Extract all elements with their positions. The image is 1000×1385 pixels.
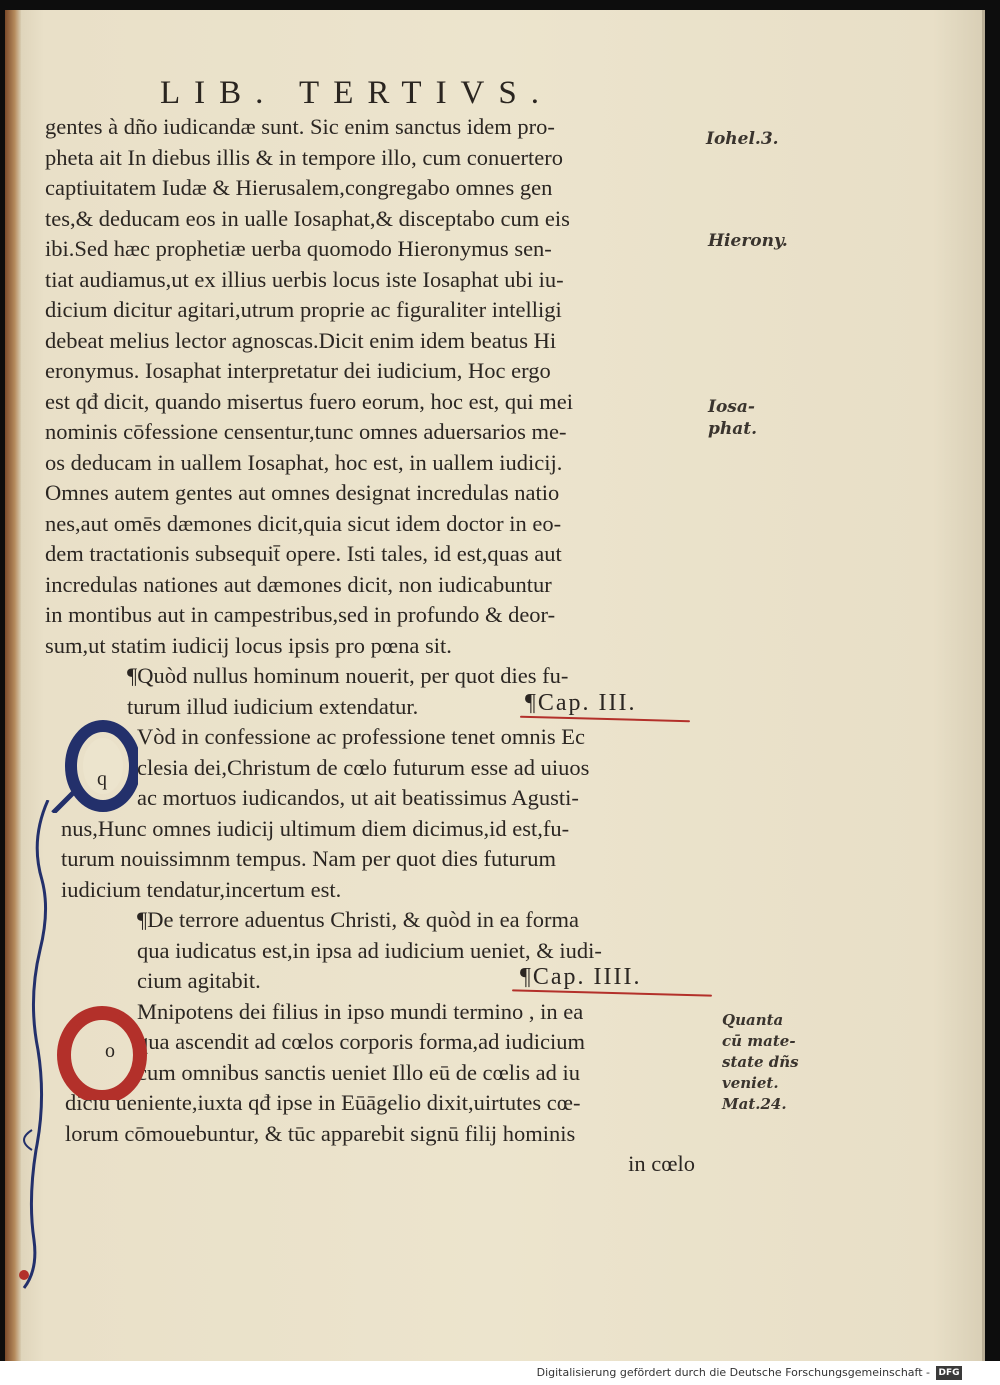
chapter-4-label: ¶Cap. IIII. [520,964,642,990]
margin-note-iosaphat [708,396,757,440]
margin-note-quanta-line: cū mate- [722,1032,796,1050]
text-line: pheta ait In diebus illis & in tempore illo, cum conuertero [45,144,563,170]
text-line: cum omnibus sanctis ueniet Illo eū de cœlis ad iu [137,1059,581,1085]
margin-note-jobel: Iohel.3. [706,129,779,149]
text-line: lorum cōmouebuntur, & tūc apparebit signū filij hominis [65,1120,576,1146]
text-line: diciū ueniente,iuxta qđ ipse in Eūāgelio dixit,uirtutes cœ- [65,1090,581,1115]
margin-note-quanta-line: state dñs [722,1053,799,1071]
text-line: eronymus. Iosaphat interpretatur dei iudicium, Hoc ergo [45,358,551,383]
text-line: debeat melius lector agnoscas.Dicit enim idem beatus Hi [45,327,557,353]
chapter-heading-line: ¶De terrore aduentus Christi, & quòd in ea forma [137,907,579,932]
text-line: gentes à dño iudicandæ sunt. Sic enim sanctus idem pro- [45,114,555,139]
margin-note-quanta-line: Quanta [722,1011,784,1029]
chapter-heading-line: turum illud iudicium extendatur. [127,693,419,719]
blue-initial-q-icon [48,718,138,813]
text-line: clesia dei,Christum de cœlo futurum esse ad uiuos [137,754,590,780]
text-line: qua ascendit ad cœlos corporis forma,ad iudicium [137,1029,585,1054]
text-line: Omnes autem gentes aut omnes designat incredulas natio [45,480,560,505]
text-line: captiuitatem Iudæ & Hierusalem,congregabo omnes gen [45,175,553,200]
text-line: iudicium tendatur,incertum est. [61,876,342,902]
margin-note-iosaphat-line: Iosa- [708,397,755,417]
chapter-heading-line: qua iudicatus est,in ipsa ad iudicium ueniet, & iudi- [137,937,602,963]
footer-credit [0,1361,970,1385]
text-line: ibi.Sed hæc prophetiæ uerba quomodo Hieronymus sen- [45,236,552,261]
chapter-heading-line: ¶Quòd nullus hominum nouerit, per quot dies fu- [127,663,569,688]
text-line: tiat audiamus,ut ex illius uerbis locus iste Iosaphat ubi iu- [45,266,564,292]
text-line: dem tractationis subsequit̄ opere. Isti tales, id est,quas aut [45,541,562,566]
text-line: est qđ dicit, quando misertus fuero eorum, hoc est, qui mei [45,388,574,414]
text-line: turum nouissimnm tempus. Nam per quot dies futurum [61,846,556,871]
text-line: os deducam in uallem Iosaphat, hoc est, in uallem iudicij. [45,449,563,475]
footer-text: Digitalisierung gefördert durch die Deutsche Forschungsgemeinschaft - [536,1366,930,1379]
dfg-logo: DFG [936,1366,962,1380]
guide-letter-q: q [97,768,107,790]
text-line: nominis cōfessione censentur,tunc omnes aduersarios me- [45,419,567,444]
text-line: incredulas nationes aut dæmones dicit, non iudicabuntur [45,571,552,597]
chapter-3-label: ¶Cap. III. [525,690,637,716]
chapter-heading-line: cium agitabit. [137,968,261,993]
margin-note-quanta [722,1010,799,1115]
text-line: in montibus aut in campestribus,sed in profundo & deor- [45,602,556,627]
text-line: dicium dicitur agitari,utrum proprie ac figuraliter intelligi [45,297,562,322]
text-line: Vòd in confessione ac professione tenet omnis Ec [137,724,586,749]
text-line: nus,Hunc omnes iudicij ultimum diem dicimus,id est,fu- [61,815,570,841]
text-line: tes,& deducam eos in ualle Iosaphat,& disceptabo cum eis [45,205,570,231]
text-line: nes,aut omēs dæmones dicit,quia sicut idem doctor in eo- [45,510,562,536]
running-header: LIB. TERTIVS. [160,75,553,111]
margin-note-quanta-line: veniet. [722,1074,779,1092]
margin-note-quanta-line: Mat.24. [722,1095,787,1113]
initial-flourish-icon [10,800,50,1290]
text-line: sum,ut statim iudicij locus ipsis pro pœna sit. [45,632,452,658]
text-line: ac mortuos iudicandos, ut ait beatissimus Agusti- [137,785,579,810]
catchword: in cœlo [628,1151,695,1176]
guide-letter-o: o [105,1040,115,1062]
margin-note-iosaphat-line: phat. [708,419,758,439]
red-initial-o-icon [55,1005,150,1100]
margin-note-hierony: Hierony. [708,231,788,251]
text-line: Mnipotens dei filius in ipso mundi termino , in ea [137,998,584,1024]
